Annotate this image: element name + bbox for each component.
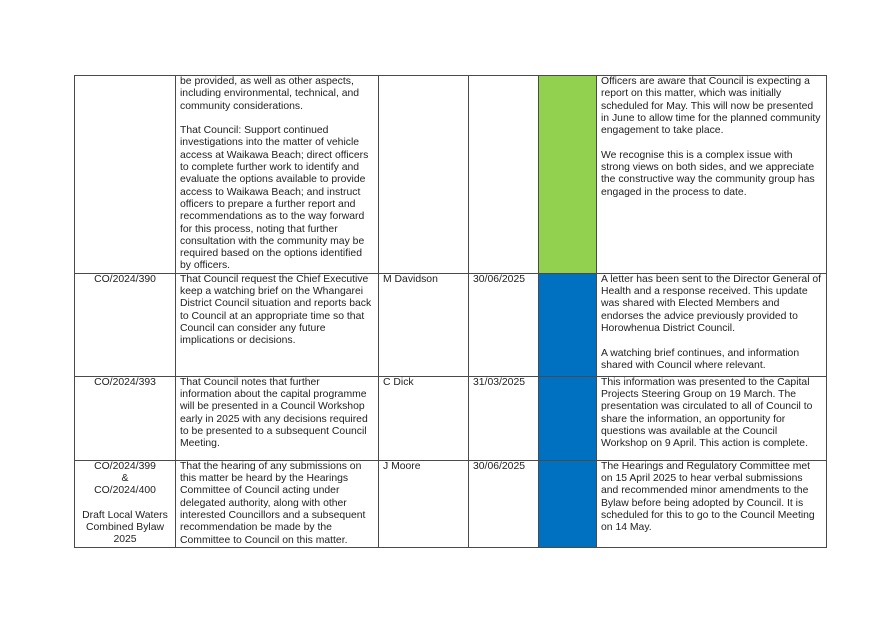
ref-spacer	[79, 498, 171, 510]
resolution-ref: CO/2024/399	[94, 460, 156, 472]
resolution-ref: CO/2024/400	[94, 485, 156, 497]
progress-comment: Officers are aware that Council is expecting a report on this matter, which was initially scheduled for May. This will now be presented in June to allow time for the planned community engagement to take place. We recognise this is a complex issue with strong views on both sides, and we appreciate the constructive way the community group has engaged in the process to date.	[597, 76, 827, 274]
officer-cell: J Moore	[379, 460, 469, 547]
status-indicator	[539, 460, 597, 547]
resolution-ref-cell	[75, 273, 176, 376]
table-row	[75, 76, 827, 274]
resolution-ref: CO/2024/393	[94, 376, 156, 388]
progress-comment: This information was presented to the Capital Projects Steering Group on 19 March. The presentation was circulated to all of Council to share the information, an opportunity for questions was available at the Council Workshop on 9 April. This action is complete.	[597, 376, 827, 460]
table-row	[75, 376, 827, 460]
progress-comment: A letter has been sent to the Director General of Health and a response received. This update was shared with Elected Members and endorses the advice previously provided to Horowhenua District Council. A watching brief continues, and information shared with Council where relevant.	[597, 273, 827, 376]
due-date-cell: 30/06/2025	[469, 460, 539, 547]
resolution-text: be provided, as well as other aspects, including environmental, technical, and community considerations. That Council: Support continued investigations into the matter of vehicle access at Waikawa Beach; direct officers to complete further work to identify and evaluate the options available to provide access to Waikawa Beach; and instruct officers to prepare a further report and recommendations as to the way forward for this process, noting that further consultation with the community may be required based on the options identified by officers.	[176, 76, 379, 274]
resolution-ref-cell	[75, 376, 176, 460]
table-row	[75, 460, 827, 547]
resolution-subject: Draft Local Waters Combined Bylaw 2025	[82, 509, 168, 546]
officer-cell: C Dick	[379, 376, 469, 460]
status-indicator	[539, 376, 597, 460]
resolutions-table	[74, 75, 827, 548]
resolution-text: That Council notes that further information about the capital programme will be presented in a Council Workshop early in 2025 with any decisions required to be presented to a subsequent Council Meeting.	[176, 376, 379, 460]
resolution-ref-joiner: &	[121, 473, 129, 485]
progress-comment: The Hearings and Regulatory Committee met on 15 April 2025 to hear verbal submissions and recommended minor amendments to the Bylaw before being adopted by Council. It is scheduled for this to go to the Council Meeting on 14 May.	[597, 460, 827, 547]
status-indicator	[539, 273, 597, 376]
resolution-ref: CO/2024/390	[94, 273, 156, 285]
resolution-ref-cell	[75, 76, 176, 274]
due-date-cell	[469, 76, 539, 274]
officer-cell	[379, 76, 469, 274]
status-indicator	[539, 76, 597, 274]
due-date-cell: 31/03/2025	[469, 376, 539, 460]
due-date-cell: 30/06/2025	[469, 273, 539, 376]
resolution-text: That Council request the Chief Executive keep a watching brief on the Whangarei District Council situation and reports back to Council at an appropriate time so that Council can consider any future implications or decisions.	[176, 273, 379, 376]
officer-cell: M Davidson	[379, 273, 469, 376]
resolution-ref-cell	[75, 460, 176, 547]
table-row	[75, 273, 827, 376]
resolution-text: That the hearing of any submissions on this matter be heard by the Hearings Committee of Council acting under delegated authority, along with other interested Councillors and a subsequent recommendation be made by the Committee to Council on this matter.	[176, 460, 379, 547]
